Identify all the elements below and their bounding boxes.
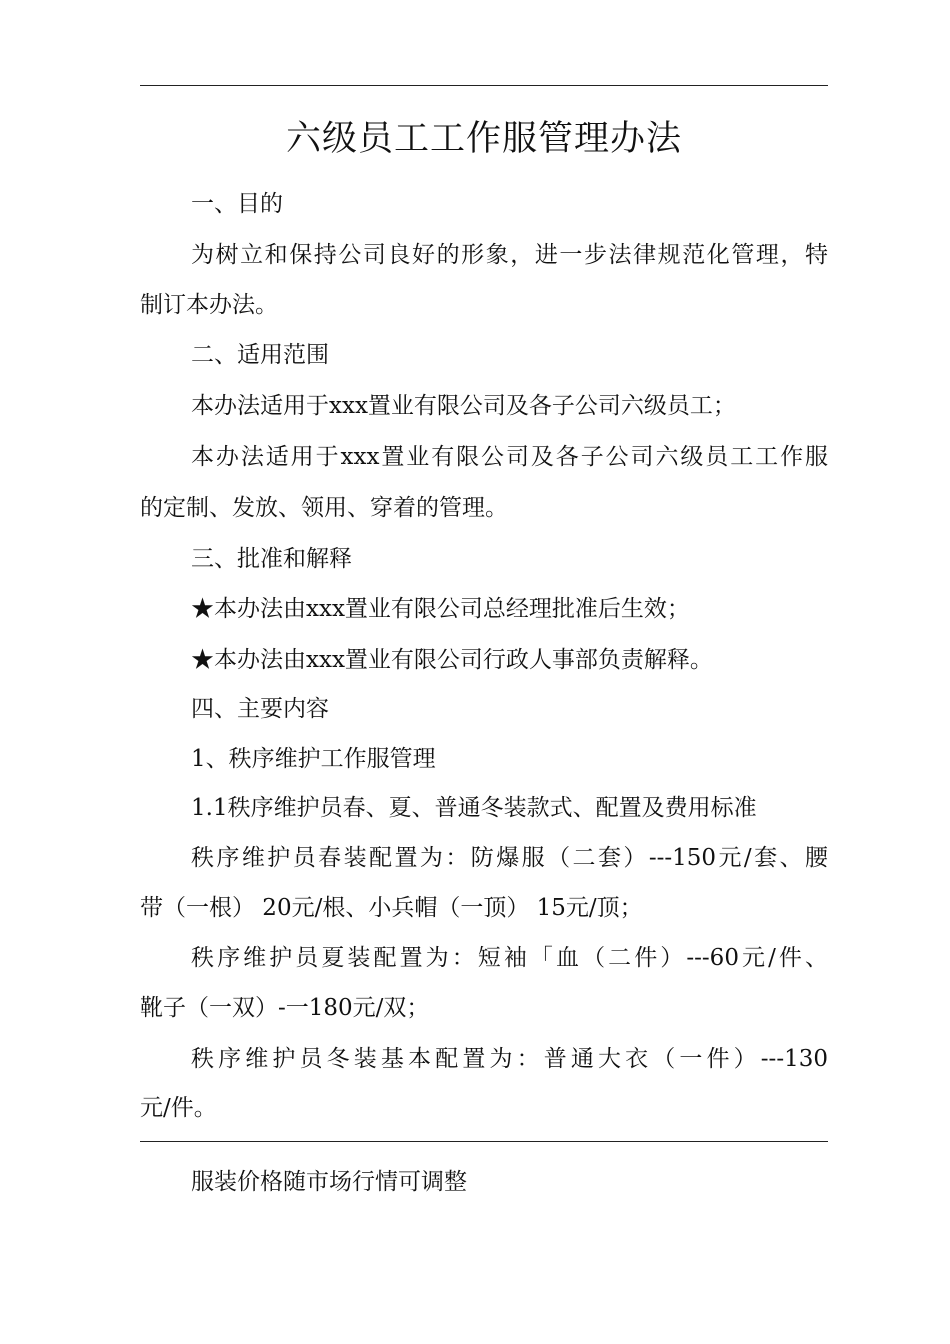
section-heading-scope: 二、适用范围 — [191, 342, 329, 368]
paragraph-line: 秩序维护员春装配置为：防爆服（二套）---150元/套、腰 — [191, 845, 828, 871]
footer-note: 服装价格随市场行情可调整 — [191, 1169, 467, 1195]
paragraph-line: 的定制、发放、领用、穿着的管理。 — [140, 495, 508, 521]
bullet-line: ★本办法由xxx置业有限公司行政人事部负责解释。 — [191, 647, 713, 673]
paragraph-line: 为树立和保持公司良好的形象，进一步法律规范化管理，特 — [191, 242, 828, 268]
document-title: 六级员工工作服管理办法 — [285, 119, 682, 159]
section-heading-content: 四、主要内容 — [191, 696, 329, 722]
bottom-rule — [140, 1141, 828, 1142]
paragraph-line: 制订本办法。 — [140, 292, 278, 318]
paragraph-line: 秩序维护员夏装配置为：短袖「血（二件）---60元/件、 — [191, 945, 828, 971]
top-rule — [140, 85, 828, 86]
subsection-heading: 1、秩序维护工作服管理 — [191, 746, 436, 772]
paragraph-line: 靴子（一双）-一180元/双； — [140, 995, 430, 1021]
paragraph-line: 秩序维护员冬装基本配置为：普通大衣（一件）---130 — [191, 1046, 828, 1072]
paragraph-line: 本办法适用于xxx置业有限公司及各子公司六级员工； — [191, 393, 736, 419]
section-heading-approval: 三、批准和解释 — [191, 546, 352, 572]
paragraph-line: 带（一根） 20元/根、小兵帽（一顶） 15元/顶； — [140, 895, 643, 921]
subsection-heading: 1.1秩序维护员春、夏、普通冬装款式、配置及费用标准 — [191, 795, 757, 821]
bullet-line: ★本办法由xxx置业有限公司总经理批准后生效； — [191, 596, 690, 622]
section-heading-purpose: 一、目的 — [191, 191, 283, 217]
paragraph-line: 元/件。 — [140, 1095, 217, 1121]
paragraph-line: 本办法适用于xxx置业有限公司及各子公司六级员工工作服 — [191, 444, 828, 470]
